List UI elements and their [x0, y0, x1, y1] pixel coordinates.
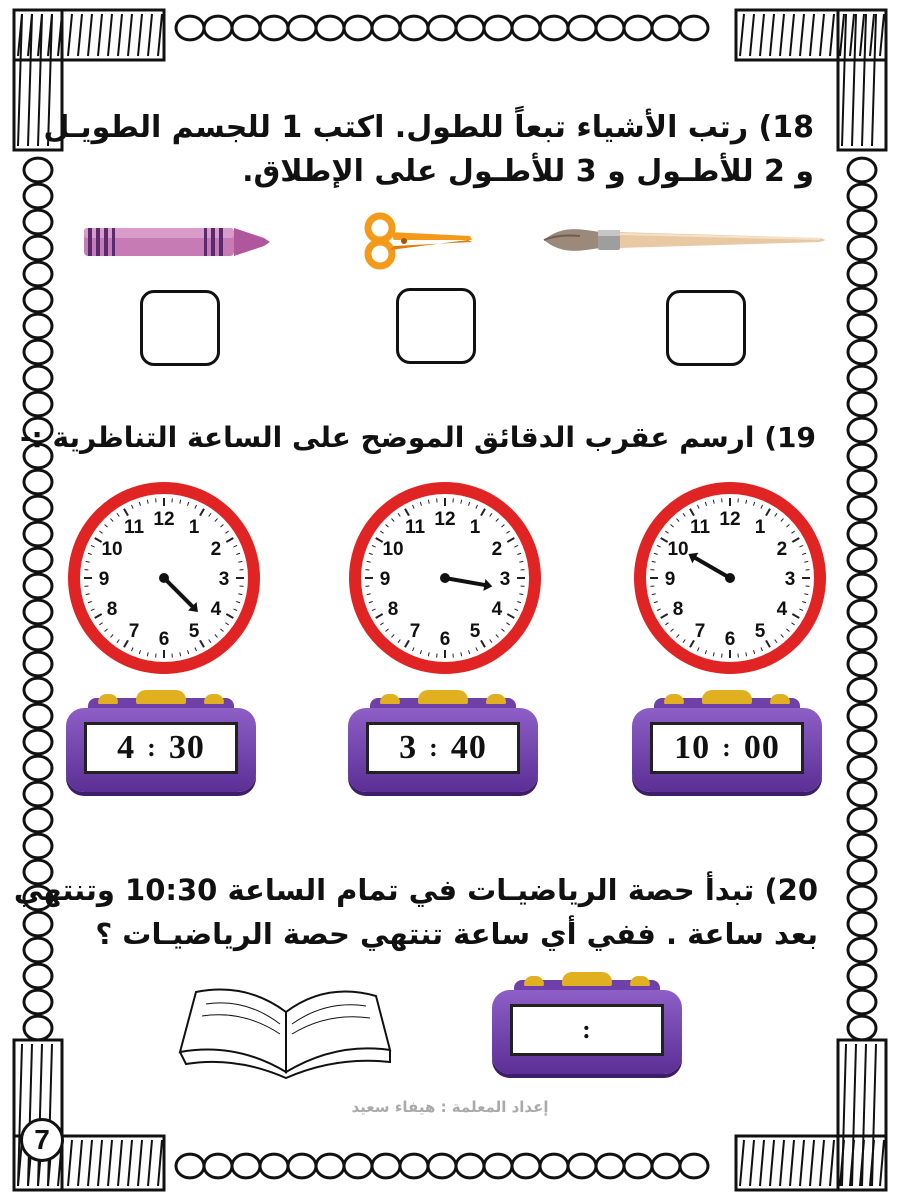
clock-1-number-11: 11 [123, 517, 145, 539]
clock-3-number-12: 12 [719, 509, 741, 530]
open-book-icon [176, 972, 396, 1082]
clock-3-number-11: 11 [689, 517, 711, 539]
teacher-credit: إعداد المعلمة : هيفاء سعيد [351, 1098, 549, 1116]
question-20-text [13, 868, 818, 956]
clock-1-number-9: 9 [98, 569, 110, 590]
analog-clock-2[interactable] [345, 478, 545, 678]
clock-3-number-9: 9 [664, 569, 676, 590]
clock-1-number-12: 12 [153, 509, 175, 530]
analog-clock-3[interactable] [630, 478, 830, 678]
clock-1-number-5: 5 [188, 620, 200, 642]
clock-2-number-5: 5 [469, 620, 481, 642]
digital-clock-3-separator: : [722, 733, 732, 762]
digital-clock-3 [632, 694, 822, 794]
paintbrush-answer-box[interactable] [666, 290, 746, 366]
crayon-image [78, 222, 278, 262]
clock-3-number-5: 5 [754, 620, 766, 642]
digital-clock-2-display [366, 722, 520, 774]
clock-2-number-9: 9 [379, 569, 391, 590]
scissors-image [360, 210, 480, 270]
question-18-line-1: 18) رتب الأشياء تبعاً للطول. اكتب 1 للجسم الطويـل [43, 110, 814, 145]
crayon-answer-box[interactable] [140, 290, 220, 366]
clock-1-number-7: 7 [128, 620, 140, 642]
digital-clock-2-hours: 3 [399, 729, 418, 766]
digital-clock-2-minutes: 40 [450, 729, 487, 766]
digital-clock-1-separator: : [147, 733, 157, 762]
clock-3-number-10: 10 [667, 539, 689, 560]
answer-digital-clock[interactable] [492, 976, 682, 1076]
digital-clock-2 [348, 694, 538, 794]
question-20-line-2: بعد ساعة . ففي أي ساعة تنتهي حصة الرياضيـات ؟ [95, 917, 818, 951]
paintbrush-image [540, 220, 830, 260]
clock-2-number-2: 2 [491, 539, 503, 560]
digital-clock-2-separator: : [429, 733, 439, 762]
clock-1-number-10: 10 [101, 539, 123, 560]
clock-2-number-4: 4 [491, 599, 503, 620]
clock-3-number-7: 7 [694, 620, 706, 642]
clock-3-number-6: 6 [724, 629, 736, 650]
clock-2-number-8: 8 [387, 599, 399, 620]
digital-clock-3-hours: 10 [674, 729, 711, 766]
clock-2-number-10: 10 [382, 539, 404, 560]
question-18-text [43, 106, 814, 194]
clock-3-number-3: 3 [784, 569, 796, 590]
digital-clock-3-minutes: 00 [743, 729, 780, 766]
clock-1-number-4: 4 [210, 599, 222, 620]
clock-2-number-11: 11 [404, 517, 426, 539]
clock-3-number-1: 1 [754, 517, 766, 539]
scissors-answer-box[interactable] [396, 288, 476, 364]
analog-clock-1[interactable] [64, 478, 264, 678]
clock-1-number-1: 1 [188, 517, 200, 539]
question-20-line-1: 20) تبدأ حصة الرياضيـات في تمام الساعة 10:30 وتنتهي [13, 873, 818, 907]
clock-1-number-6: 6 [158, 629, 170, 650]
answer-clock-separator: : [582, 1015, 592, 1044]
digital-clock-1-display [84, 722, 238, 774]
clock-1-number-2: 2 [210, 539, 222, 560]
clock-3-number-8: 8 [672, 599, 684, 620]
digital-clock-1-minutes: 30 [168, 729, 205, 766]
clock-1-number-8: 8 [106, 599, 118, 620]
clock-3-number-2: 2 [776, 539, 788, 560]
question-19-text [19, 418, 816, 458]
clock-2-number-12: 12 [434, 509, 456, 530]
question-19-line: 19) ارسم عقرب الدقائق الموضح على الساعة التناظرية :- [19, 421, 816, 454]
clock-2-number-6: 6 [439, 629, 451, 650]
clock-2-number-1: 1 [469, 517, 481, 539]
clock-3-number-4: 4 [776, 599, 788, 620]
clock-2-number-7: 7 [409, 620, 421, 642]
digital-clock-3-display [650, 722, 804, 774]
digital-clock-1 [66, 694, 256, 794]
page-number: 7 [20, 1118, 64, 1162]
digital-clock-1-hours: 4 [117, 729, 136, 766]
clock-2-number-3: 3 [499, 569, 511, 590]
answer-digital-clock-display[interactable] [510, 1004, 664, 1056]
clock-1-number-3: 3 [218, 569, 230, 590]
question-18-line-2: و 2 للأطـول و 3 للأطـول على الإطلاق. [242, 154, 814, 189]
